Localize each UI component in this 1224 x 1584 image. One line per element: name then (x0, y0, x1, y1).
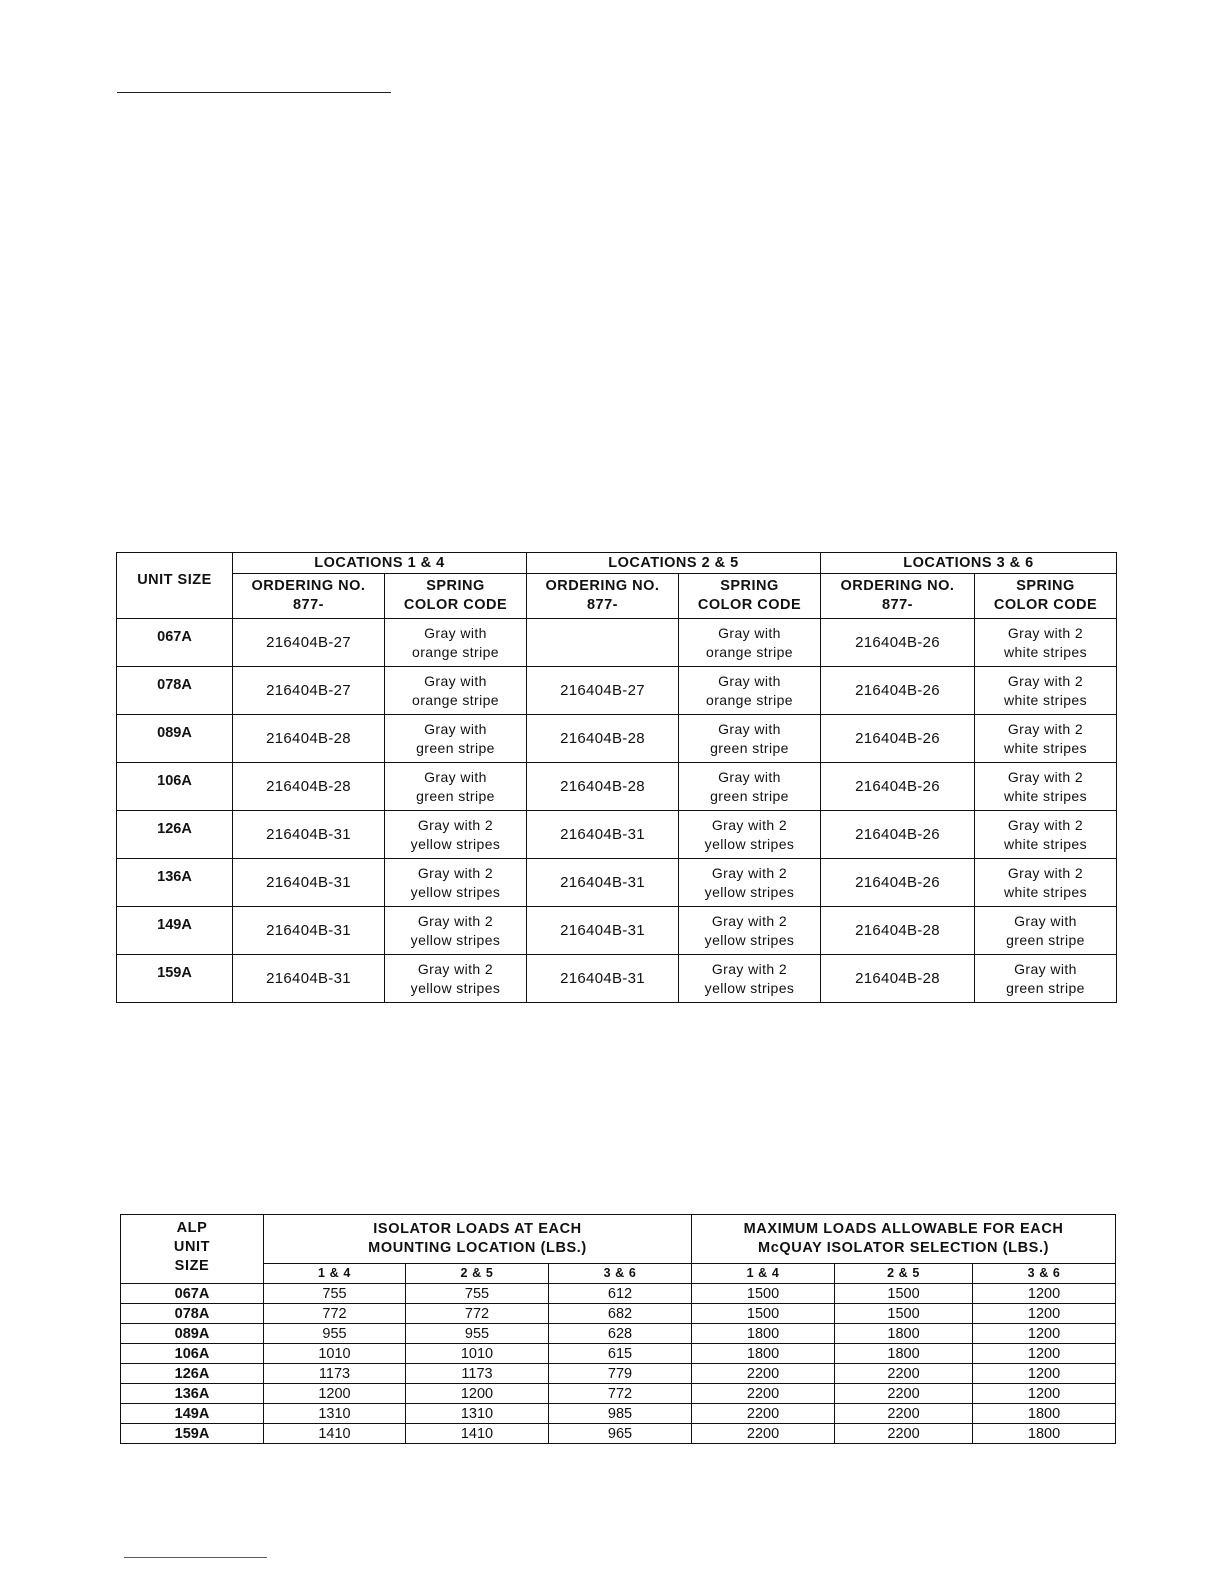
unit-size-cell: 078A (117, 667, 233, 715)
max-load-cell: 1500 (692, 1284, 835, 1304)
ordering-number-cell: 216404B-26 (821, 667, 975, 715)
unit-size-cell: 106A (117, 763, 233, 811)
table-row (121, 1424, 1116, 1444)
color-line-2: yellow stripes (410, 979, 501, 996)
spring-label: SPRING (1016, 578, 1075, 594)
color-line-2: orange stripe (706, 691, 793, 708)
spring-color-cell (679, 859, 821, 907)
table-row (121, 1364, 1116, 1384)
ordering-number-cell: 216404B-27 (233, 667, 385, 715)
color-line-1: Gray with 2 (711, 960, 788, 977)
table-row (121, 1304, 1116, 1324)
color-line-1: Gray with 2 (1007, 768, 1084, 785)
table-row (117, 715, 1117, 763)
unit-size-cell: 159A (121, 1424, 264, 1444)
spring-color-cell (679, 907, 821, 955)
spring-color-cell (975, 619, 1117, 667)
spring-color-cell (679, 763, 821, 811)
spring-color-cell (975, 907, 1117, 955)
col-1-4-header: 1 & 4 (264, 1264, 406, 1284)
color-line-2: white stripes (1003, 643, 1087, 660)
color-line-1: Gray with (424, 672, 487, 689)
color-line-2: yellow stripes (410, 883, 501, 900)
max-load-cell: 1500 (835, 1284, 973, 1304)
ordering-number-cell: 216404B-26 (821, 715, 975, 763)
ordering-no-label: ORDERING NO. (251, 578, 366, 594)
ordering-number-cell (527, 619, 679, 667)
color-line-2: white stripes (1003, 787, 1087, 804)
load-cell: 1200 (406, 1384, 549, 1404)
alp-unit-size-header (121, 1215, 264, 1284)
ordering-number-cell: 216404B-31 (233, 859, 385, 907)
max-load-cell: 1800 (973, 1424, 1116, 1444)
max-load-cell: 2200 (692, 1384, 835, 1404)
header-row-locations (117, 553, 1117, 574)
load-cell: 955 (406, 1324, 549, 1344)
color-line-2: white stripes (1003, 691, 1087, 708)
color-line-2: orange stripe (412, 643, 499, 660)
load-cell: 1200 (264, 1384, 406, 1404)
ordering-number-cell: 216404B-28 (821, 907, 975, 955)
ordering-number-cell: 216404B-31 (233, 955, 385, 1003)
ordering-number-cell: 216404B-26 (821, 619, 975, 667)
max-load-cell: 1200 (973, 1364, 1116, 1384)
color-line-1: Gray with 2 (711, 912, 788, 929)
spring-color-cell (385, 907, 527, 955)
spring-color-cell (385, 619, 527, 667)
ordering-number-cell: 216404B-26 (821, 763, 975, 811)
size-label: SIZE (174, 1258, 210, 1274)
max-load-cell: 1800 (835, 1344, 973, 1364)
max-load-cell: 1200 (973, 1284, 1116, 1304)
unit-size-cell: 089A (117, 715, 233, 763)
max-load-cell: 2200 (835, 1364, 973, 1384)
ordering-number-cell: 216404B-28 (233, 763, 385, 811)
spring-color-cell (679, 619, 821, 667)
load-cell: 755 (406, 1284, 549, 1304)
color-code-label: COLOR CODE (993, 597, 1098, 613)
color-line-1: Gray with (718, 624, 781, 641)
load-cell: 772 (549, 1384, 692, 1404)
load-cell: 779 (549, 1364, 692, 1384)
load-cell: 1310 (406, 1404, 549, 1424)
spring-color-cell (975, 667, 1117, 715)
table-row (121, 1324, 1116, 1344)
load-cell: 1310 (264, 1404, 406, 1424)
color-line-1: Gray with 2 (417, 960, 494, 977)
unit-size-cell: 089A (121, 1324, 264, 1344)
unit-size-cell: 149A (117, 907, 233, 955)
color-line-1: Gray with 2 (1007, 672, 1084, 689)
max-load-cell: 2200 (692, 1404, 835, 1424)
load-cell: 1010 (406, 1344, 549, 1364)
spring-color-cell (975, 859, 1117, 907)
color-code-label: COLOR CODE (697, 597, 802, 613)
header-row-columns (117, 574, 1117, 619)
spring-color-header (975, 574, 1117, 619)
color-line-2: yellow stripes (704, 979, 795, 996)
color-line-1: Gray with 2 (1007, 720, 1084, 737)
color-line-2: orange stripe (412, 691, 499, 708)
color-line-1: Gray with (1014, 960, 1077, 977)
table-row (121, 1404, 1116, 1424)
ordering-number-cell: 216404B-27 (527, 667, 679, 715)
spring-color-cell (385, 715, 527, 763)
load-cell: 1173 (406, 1364, 549, 1384)
max-load-cell: 1500 (692, 1304, 835, 1324)
ordering-number-cell: 216404B-28 (527, 763, 679, 811)
color-line-2: green stripe (710, 739, 789, 756)
spring-color-cell (679, 715, 821, 763)
unit-size-cell: 136A (121, 1384, 264, 1404)
ordering-number-cell: 216404B-28 (233, 715, 385, 763)
max-load-cell: 1200 (973, 1324, 1116, 1344)
color-line-2: green stripe (1006, 931, 1085, 948)
color-line-2: green stripe (710, 787, 789, 804)
color-line-2: white stripes (1003, 739, 1087, 756)
ordering-prefix: 877- (881, 597, 914, 613)
max-load-cell: 1800 (835, 1324, 973, 1344)
color-line-1: Gray with 2 (711, 816, 788, 833)
spring-color-cell (385, 763, 527, 811)
isolator-loads-header (264, 1215, 692, 1264)
col-3-6-header: 3 & 6 (549, 1264, 692, 1284)
max-load-cell: 1500 (835, 1304, 973, 1324)
unit-size-cell: 159A (117, 955, 233, 1003)
load-cell: 1010 (264, 1344, 406, 1364)
locations-2-5-header: LOCATIONS 2 & 5 (527, 553, 821, 574)
ordering-number-cell: 216404B-31 (527, 955, 679, 1003)
load-cell: 955 (264, 1324, 406, 1344)
ordering-no-header (821, 574, 975, 619)
load-cell: 628 (549, 1324, 692, 1344)
color-line-1: Gray with 2 (1007, 864, 1084, 881)
ordering-prefix: 877- (292, 597, 325, 613)
color-line-2: white stripes (1003, 835, 1087, 852)
load-cell: 682 (549, 1304, 692, 1324)
color-line-2: orange stripe (706, 643, 793, 660)
ordering-no-header (233, 574, 385, 619)
unit-size-cell: 106A (121, 1344, 264, 1364)
color-line-1: Gray with (718, 672, 781, 689)
ordering-number-cell: 216404B-27 (233, 619, 385, 667)
ordering-prefix: 877- (586, 597, 619, 613)
locations-3-6-header: LOCATIONS 3 & 6 (821, 553, 1117, 574)
table-row (117, 907, 1117, 955)
color-line-1: Gray with 2 (1007, 816, 1084, 833)
unit-size-cell: 136A (117, 859, 233, 907)
load-cell: 1410 (264, 1424, 406, 1444)
table-row (121, 1344, 1116, 1364)
color-line-1: Gray with 2 (711, 864, 788, 881)
unit-label: UNIT (173, 1239, 211, 1255)
spring-color-cell (679, 811, 821, 859)
load-cell: 612 (549, 1284, 692, 1304)
max-load-cell: 1800 (973, 1404, 1116, 1424)
max-load-cell: 2200 (692, 1364, 835, 1384)
max-load-cell: 1200 (973, 1344, 1116, 1364)
isolator-selection-table (116, 552, 1117, 1003)
color-line-2: green stripe (416, 739, 495, 756)
load-cell: 965 (549, 1424, 692, 1444)
max-load-cell: 1800 (692, 1344, 835, 1364)
bottom-rule (124, 1557, 267, 1558)
ordering-no-header (527, 574, 679, 619)
spring-label: SPRING (426, 578, 485, 594)
color-line-1: Gray with (424, 720, 487, 737)
ordering-no-label: ORDERING NO. (545, 578, 660, 594)
color-line-2: yellow stripes (704, 835, 795, 852)
spring-color-header (385, 574, 527, 619)
spring-color-cell (385, 859, 527, 907)
unit-size-header: UNIT SIZE (117, 553, 233, 619)
max-load-cell: 1800 (692, 1324, 835, 1344)
load-cell: 772 (264, 1304, 406, 1324)
col-2-5-header: 2 & 5 (835, 1264, 973, 1284)
ordering-number-cell: 216404B-26 (821, 811, 975, 859)
spring-color-header (679, 574, 821, 619)
ordering-number-cell: 216404B-28 (527, 715, 679, 763)
spring-color-cell (385, 667, 527, 715)
isolator-loads-line-1: ISOLATOR LOADS AT EACH (373, 1221, 582, 1237)
color-line-1: Gray with 2 (1007, 624, 1084, 641)
ordering-number-cell: 216404B-31 (233, 907, 385, 955)
spring-color-cell (975, 811, 1117, 859)
ordering-number-cell: 216404B-28 (821, 955, 975, 1003)
color-line-2: yellow stripes (410, 835, 501, 852)
loads-subheader-row (121, 1264, 1116, 1284)
color-line-2: white stripes (1003, 883, 1087, 900)
col-2-5-header: 2 & 5 (406, 1264, 549, 1284)
ordering-number-cell: 216404B-26 (821, 859, 975, 907)
color-line-1: Gray with (424, 624, 487, 641)
spring-label: SPRING (720, 578, 779, 594)
unit-size-cell: 067A (117, 619, 233, 667)
color-line-2: yellow stripes (704, 931, 795, 948)
table-row (121, 1284, 1116, 1304)
unit-size-cell: 126A (117, 811, 233, 859)
table-row (117, 859, 1117, 907)
color-line-1: Gray with (718, 768, 781, 785)
ordering-number-cell: 216404B-31 (233, 811, 385, 859)
max-load-cell: 1200 (973, 1304, 1116, 1324)
color-code-label: COLOR CODE (403, 597, 508, 613)
spring-color-cell (679, 955, 821, 1003)
spring-color-cell (385, 811, 527, 859)
maximum-loads-line-1: MAXIMUM LOADS ALLOWABLE FOR EACH (743, 1221, 1064, 1237)
max-load-cell: 1200 (973, 1384, 1116, 1404)
table-row (121, 1384, 1116, 1404)
table-row (117, 619, 1117, 667)
color-line-1: Gray with 2 (417, 816, 494, 833)
ordering-number-cell: 216404B-31 (527, 811, 679, 859)
spring-color-cell (975, 955, 1117, 1003)
unit-size-cell: 067A (121, 1284, 264, 1304)
col-3-6-header: 3 & 6 (973, 1264, 1116, 1284)
unit-size-cell: 126A (121, 1364, 264, 1384)
ordering-number-cell: 216404B-31 (527, 859, 679, 907)
top-rule (117, 92, 391, 93)
col-1-4-header: 1 & 4 (692, 1264, 835, 1284)
max-load-cell: 2200 (835, 1384, 973, 1404)
color-line-2: green stripe (1006, 979, 1085, 996)
loads-header-row (121, 1215, 1116, 1264)
spring-color-cell (679, 667, 821, 715)
max-load-cell: 2200 (835, 1424, 973, 1444)
color-line-1: Gray with (424, 768, 487, 785)
maximum-loads-line-2: McQUAY ISOLATOR SELECTION (LBS.) (758, 1240, 1049, 1256)
color-line-1: Gray with (1014, 912, 1077, 929)
max-load-cell: 2200 (835, 1404, 973, 1424)
color-line-2: yellow stripes (410, 931, 501, 948)
spring-color-cell (385, 955, 527, 1003)
color-line-1: Gray with 2 (417, 912, 494, 929)
alp-label: ALP (176, 1220, 208, 1236)
color-line-1: Gray with (718, 720, 781, 737)
unit-size-cell: 149A (121, 1404, 264, 1424)
color-line-2: green stripe (416, 787, 495, 804)
table-row (117, 667, 1117, 715)
load-cell: 772 (406, 1304, 549, 1324)
maximum-loads-header (692, 1215, 1116, 1264)
color-line-1: Gray with 2 (417, 864, 494, 881)
spring-color-cell (975, 763, 1117, 811)
locations-1-4-header: LOCATIONS 1 & 4 (233, 553, 527, 574)
load-cell: 755 (264, 1284, 406, 1304)
load-cell: 615 (549, 1344, 692, 1364)
isolator-loads-table (120, 1214, 1116, 1444)
table-row (117, 955, 1117, 1003)
unit-size-cell: 078A (121, 1304, 264, 1324)
load-cell: 985 (549, 1404, 692, 1424)
spring-color-cell (975, 715, 1117, 763)
ordering-number-cell: 216404B-31 (527, 907, 679, 955)
table-row (117, 811, 1117, 859)
isolator-loads-line-2: MOUNTING LOCATION (LBS.) (368, 1240, 587, 1256)
color-line-2: yellow stripes (704, 883, 795, 900)
load-cell: 1410 (406, 1424, 549, 1444)
table-row (117, 763, 1117, 811)
max-load-cell: 2200 (692, 1424, 835, 1444)
load-cell: 1173 (264, 1364, 406, 1384)
ordering-no-label: ORDERING NO. (840, 578, 955, 594)
